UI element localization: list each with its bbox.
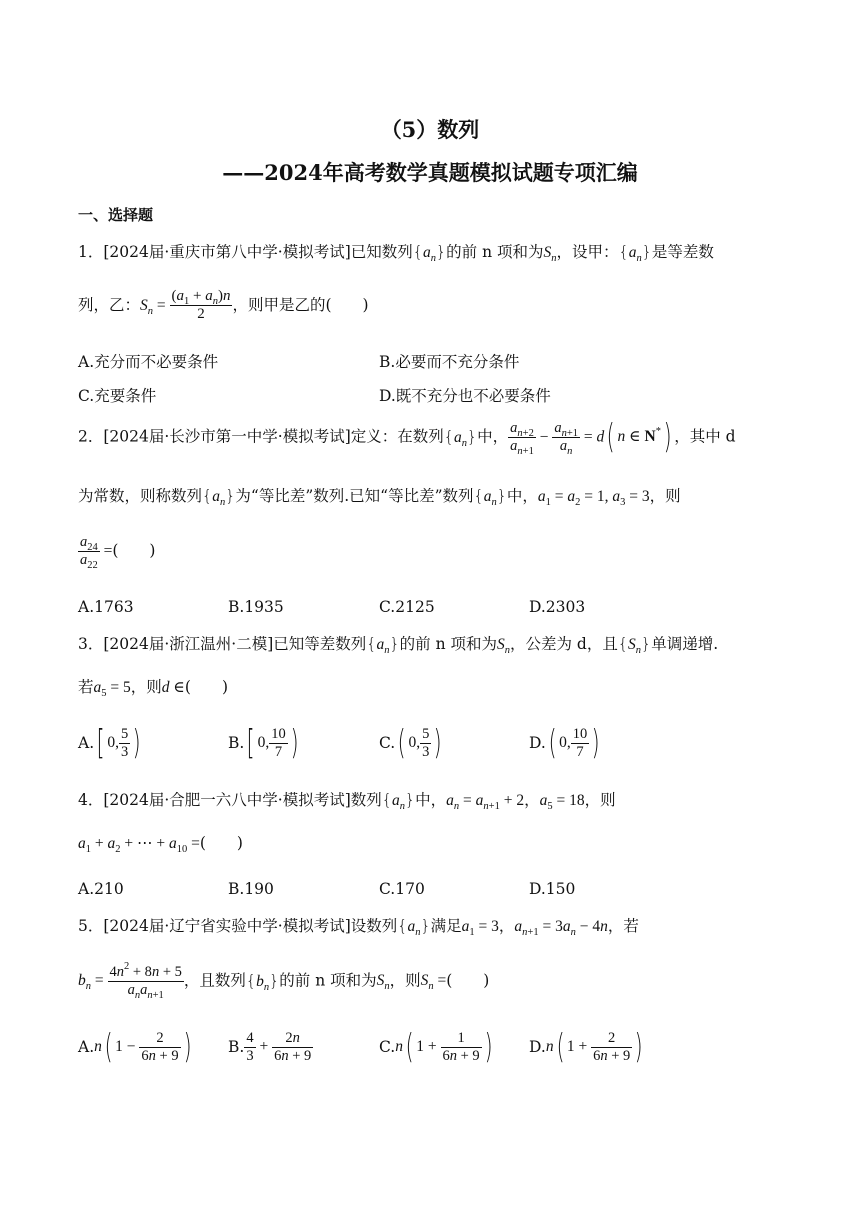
question-5-option-d: D.n( 1 + $\frac{2}{6n + 9}$ ) [529, 1027, 643, 1068]
question-2-line-3: $\frac{a_{24}}{a_{22}}$ =( ) [80, 534, 156, 571]
page-title: （5）数列 [380, 117, 480, 142]
question-1-option-a: A.充分而不必要条件 [78, 353, 219, 371]
question-3-option-b: B.[ 0, $\frac{10}{7}$ ) [228, 723, 299, 764]
question-4-option-b: B.190 [228, 880, 274, 898]
question-5-line-2: $b_n$ = $\frac{4n^2 + 8n + 5}{a_na_{n+1}}$ ，且数列$\{b_n\}$的前 n 项和为$S_n$，则$S_n$ =( ) [78, 961, 490, 1001]
question-2-option-b: B.1935 [228, 598, 284, 616]
question-3-line-1: 3．[2024届·浙江温州·二模]已知等差数列$\{a_n\}$的前 n 项和为$S_n$，公差为 d，且$\{S_n\}$单调递增. [78, 634, 719, 656]
question-4-line-1: 4．[2024届·合肥一六八中学·模拟考试]数列$\{a_n\}$中，$a_n = a_{n+1} + 2$，$a_5 = 18$，则 [78, 790, 616, 812]
question-1-option-c: C.充要条件 [78, 387, 157, 405]
question-2-line-2: 为常数，则称数列$\{a_n\}$为“等比差”数列.已知“等比差”数列$\{a_n\}$中，$a_1 = a_2 = 1$, $a_3 = 3$，则 [78, 486, 681, 508]
question-1-line-2: 列，乙：$S_n$ = $\frac{(a_1 + a_n)n}{2}$ ，则甲是乙的( ) [78, 288, 369, 323]
question-3-line-2: 若$a_5 = 5$，则d ∈( ) [78, 678, 228, 699]
question-4-option-a: A.210 [78, 880, 124, 898]
question-5-option-b: B. $\frac{4}{3}$ + $\frac{2n}{6n + 9}$ [228, 1030, 312, 1064]
question-3-option-c: C.( 0, $\frac{5}{3}$ ) [379, 723, 442, 764]
question-3-option-d: D.( 0, $\frac{10}{7}$ ) [529, 723, 600, 764]
question-3-option-a: A.[ 0, $\frac{5}{3}$ ) [78, 723, 141, 764]
question-5-option-a: A.n( 1 − $\frac{2}{6n + 9}$ ) [78, 1027, 192, 1068]
question-4-option-c: C.170 [379, 880, 425, 898]
section-heading: 一、选择题 [78, 206, 154, 224]
question-2-option-d: D.2303 [529, 598, 586, 616]
question-2-option-a: A.1763 [78, 598, 134, 616]
question-2-option-c: C.2125 [379, 598, 435, 616]
page-subtitle: ——2024年高考数学真题模拟试题专项汇编 [222, 160, 638, 185]
question-2-line-1: 2．[2024届·长沙市第一中学·模拟考试]定义：在数列$\{a_n\}$中， $\frac{a_{n+2}}{a_{n+1}}$ − $\frac{a_{n+1}}{a_n}$ = d( n ∈ N*) ，其中 d [78, 417, 736, 458]
question-1-line-1: 1．[2024届·重庆市第八中学·模拟考试]已知数列$\{a_n\}$的前 n 项和为$S_n$，设甲：$\{a_n\}$是等差数 [78, 242, 714, 264]
question-5-line-1: 5．[2024届·辽宁省实验中学·模拟考试]设数列$\{a_n\}$满足$a_1 = 3$，$a_{n+1} = 3a_n - 4n$，若 [78, 916, 639, 938]
question-1-option-b: B.必要而不充分条件 [379, 353, 520, 371]
question-4-line-2: $a_1 + a_2$ + ⋯ + $a_{10}$ =( ) [78, 834, 243, 855]
question-1-option-d: D.既不充分也不必要条件 [379, 387, 551, 405]
question-5-option-c: C.n( 1 + $\frac{1}{6n + 9}$ ) [379, 1027, 493, 1068]
question-4-option-d: D.150 [529, 880, 576, 898]
